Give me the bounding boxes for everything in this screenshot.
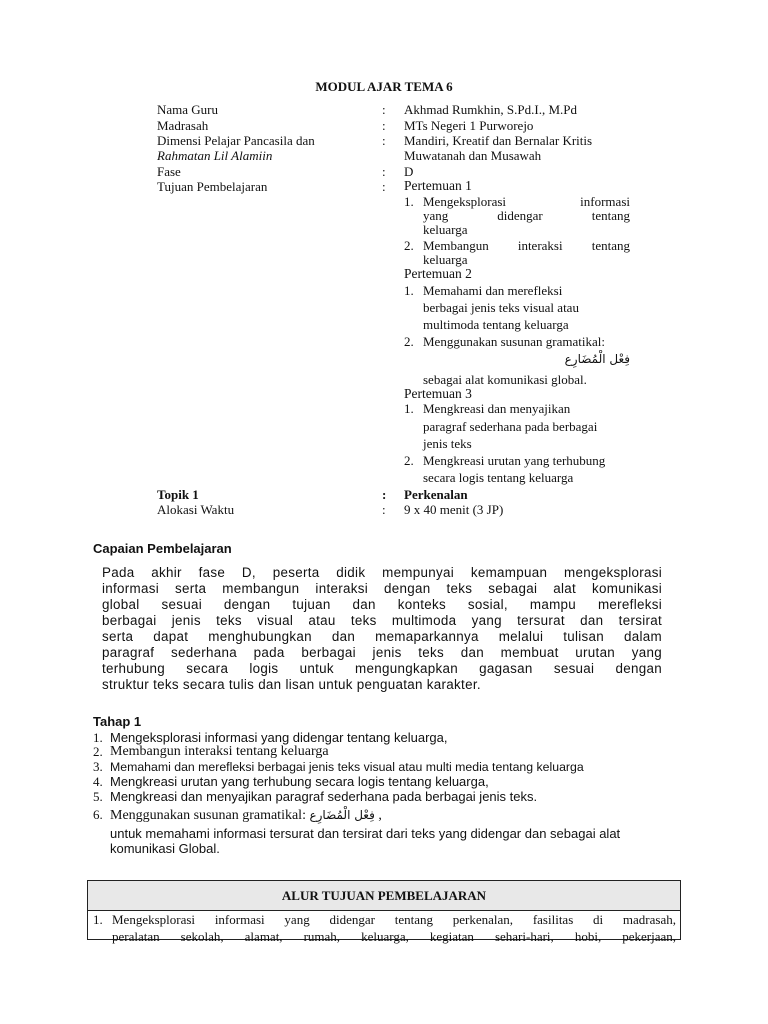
nama-guru-value: Akhmad Rumkhin, S.Pd.I., M.Pd: [404, 102, 577, 117]
arabic-text: فِعْل الْمُضَارِع: [309, 808, 375, 822]
fase-label: Fase: [157, 164, 181, 179]
alokasi-label: Alokasi Waktu: [157, 502, 235, 517]
colon: :: [382, 133, 386, 148]
fase-value: D: [404, 164, 414, 179]
madrasah-label: Madrasah: [157, 118, 209, 133]
dimensi-value-2: Muwatanah dan Musawah: [404, 148, 542, 163]
nama-guru-label: Nama Guru: [157, 102, 219, 117]
table-row-continuation: peralatan sekolah, alamat, rumah, keluarga, kegiatan sehari-hari, hobi, pekerjaan,: [112, 929, 676, 944]
colon: :: [382, 487, 387, 502]
tahap-continuation: komunikasi Global.: [110, 841, 220, 856]
pertemuan-3-title: Pertemuan 3: [404, 386, 472, 401]
topik-value: Perkenalan: [404, 487, 468, 502]
colon: :: [382, 102, 386, 117]
colon: :: [382, 179, 386, 194]
tujuan-label: Tujuan Pembelajaran: [157, 179, 268, 194]
capaian-paragraph: Pada akhir fase D, peserta didik mempunyai kemampuan mengeksplorasi informasi serta membangun interaksi dengan teks sebagai alat komunikasi global sesuai dengan tujuan dan konteks sosial, mampu merefleksi berbagai jenis teks visual atau teks multimoda yang tersurat dan tersirat serta dapat menghubungkan dan memaparkannya melalui tulisan dalam paragraf sederhana pada berbagai jenis teks dan membuat urutan yang terhubung secara logis untuk mengungkapkan gagasan sesuai dengan struktur teks secara tulis dan lisan untuk penguatan karakter.: [102, 565, 662, 692]
alur-table: ALUR TUJUAN PEMBELAJARAN 1. Mengeksplorasi informasi yang didengar tentang perkenalan, fasilitas di madrasah, peralatan sekolah, alamat, rumah, keluarga, kegiatan sehari-hari, hobi, pekerjaan,: [87, 880, 681, 940]
madrasah-value: MTs Negeri 1 Purworejo: [404, 118, 534, 133]
dimensi-label-italic: Rahmatan Lil Alamiin: [157, 148, 273, 163]
arabic-text: فِعْل الْمُضَارِع: [564, 352, 630, 366]
capaian-heading: Capaian Pembelajaran: [93, 541, 232, 556]
colon: :: [382, 118, 386, 133]
tahap-heading: Tahap 1: [93, 714, 142, 729]
tahap-continuation: untuk memahami informasi tersurat dan tersirat dari teks yang didengar dan sebagai alat: [110, 826, 621, 841]
alokasi-value: 9 x 40 menit (3 JP): [404, 502, 504, 517]
dimensi-label: Dimensi Pelajar Pancasila dan: [157, 133, 315, 148]
alur-heading: ALUR TUJUAN PEMBELAJARAN: [88, 881, 680, 911]
topik-label: Topik 1: [157, 487, 199, 502]
document-title: MODUL AJAR TEMA 6: [315, 79, 453, 94]
colon: :: [382, 502, 386, 517]
pertemuan-2-title: Pertemuan 2: [404, 266, 472, 281]
colon: :: [382, 164, 386, 179]
dimensi-value-1: Mandiri, Kreatif dan Bernalar Kritis: [404, 133, 593, 148]
pertemuan-1-title: Pertemuan 1: [404, 178, 472, 193]
